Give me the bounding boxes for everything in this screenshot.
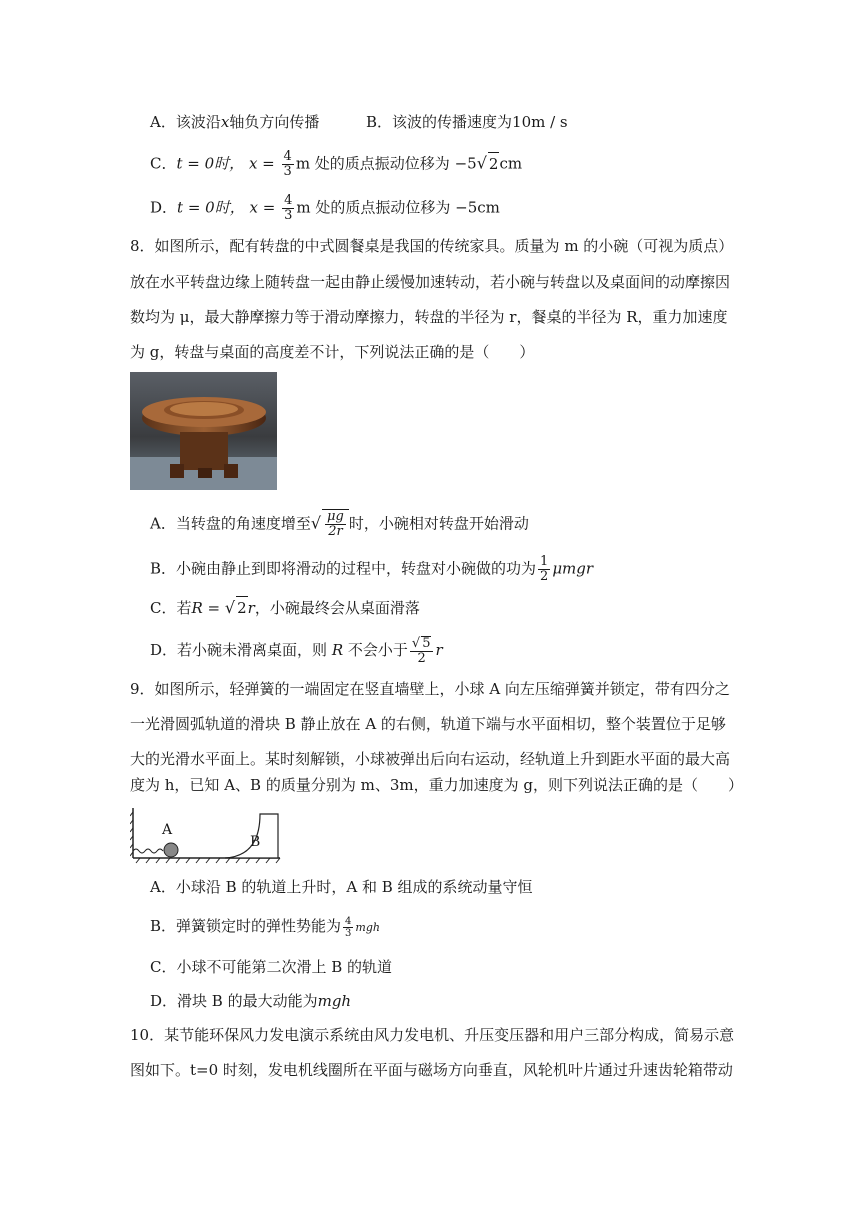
q8-option-a: A．当转盘的角速度增至√ $\frac{\mu g}{2r}$ 时，小碗相对转盘开始滑动 <box>150 509 529 539</box>
q10-stem-line1: 10．某节能环保风力发电演示系统由风力发电机、升压变压器和用户三部分构成，简易示意 <box>130 1026 735 1044</box>
q9-stem-line2: 一光滑圆弧轨道的滑块 B 静止放在 A 的右侧，轨道下端与水平面相切，整个装置位于足够 <box>130 715 726 733</box>
q8-option-b: B．小碗由静止到即将滑动的过程中，转盘对小碗做的功为 $\frac{1}{2}$ μmgr <box>150 554 594 584</box>
q8-stem-line3: 数均为 μ，最大静摩擦力等于滑动摩擦力，转盘的半径为 r，餐桌的半径为 R，重力加速度 <box>130 308 728 326</box>
q7-c-fraction: $\frac{4}{3}$ <box>283 149 292 179</box>
q7-option-b: B．该波的传播速度为10m / s <box>366 113 568 131</box>
q7-d-fraction: $\frac{4}{3}$ <box>284 193 293 223</box>
label-a: A <box>162 822 173 838</box>
q9-stem-line3: 大的光滑水平面上。某时刻解锁，小球被弹出后向右运动，经轨道上升到距水平面的最大高 <box>130 750 731 768</box>
q8-stem-line2: 放在水平转盘边缘上随转盘一起由静止缓慢加速转动，若小碗与转盘以及桌面间的动摩擦因 <box>130 273 731 291</box>
q7-option-d: D．t = 0时， x = $\frac{4}{3}$ m 处的质点振动位移为 −5cm <box>150 193 500 223</box>
q7-option-a: A．该波沿x轴负方向传播 <box>150 113 320 131</box>
q9-stem-line1: 9．如图所示，轻弹簧的一端固定在竖直墙壁上，小球 A 向左压缩弹簧并锁定，带有四分之 <box>130 680 730 698</box>
q9-option-c: C．小球不可能第二次滑上 B 的轨道 <box>150 958 393 976</box>
q7-option-c: C．t = 0时， x = $\frac{4}{3}$ m 处的质点振动位移为 −5√ 2cm <box>150 149 523 179</box>
q8-option-c: C．若R = √ 2r，小碗最终会从桌面滑落 <box>150 598 420 617</box>
q8-option-d: D．若小碗未滑离桌面，则 R 不会小于 $\frac{√ 5}{2}$ r <box>150 636 443 666</box>
q9-option-a: A．小球沿 B 的轨道上升时，A 和 B 组成的系统动量守恒 <box>150 878 533 896</box>
q8-stem-line1: 8．如图所示，配有转盘的中式圆餐桌是我国的传统家具。质量为 m 的小碗（可视为质点） <box>130 237 734 255</box>
label-b: B <box>250 834 261 850</box>
q9-option-b: B．弹簧锁定时的弹性势能为 $\frac{4}{3}$ mgh <box>150 915 380 939</box>
round-table-photo <box>130 372 277 490</box>
spring-ball-track-diagram <box>130 806 282 866</box>
q9-option-d: D．滑块 B 的最大动能为mgh <box>150 992 352 1010</box>
q10-stem-line2: 图如下。t=0 时刻，发电机线圈所在平面与磁场方向垂直，风轮机叶片通过升速齿轮箱带动 <box>130 1061 733 1079</box>
q8-stem-line4: 为 g，转盘与桌面的高度差不计，下列说法正确的是（ ） <box>130 343 535 361</box>
q9-stem-line4: 度为 h，已知 A、B 的质量分别为 m、3m，重力加速度为 g，则下列说法正确的是（ ） <box>130 776 743 794</box>
